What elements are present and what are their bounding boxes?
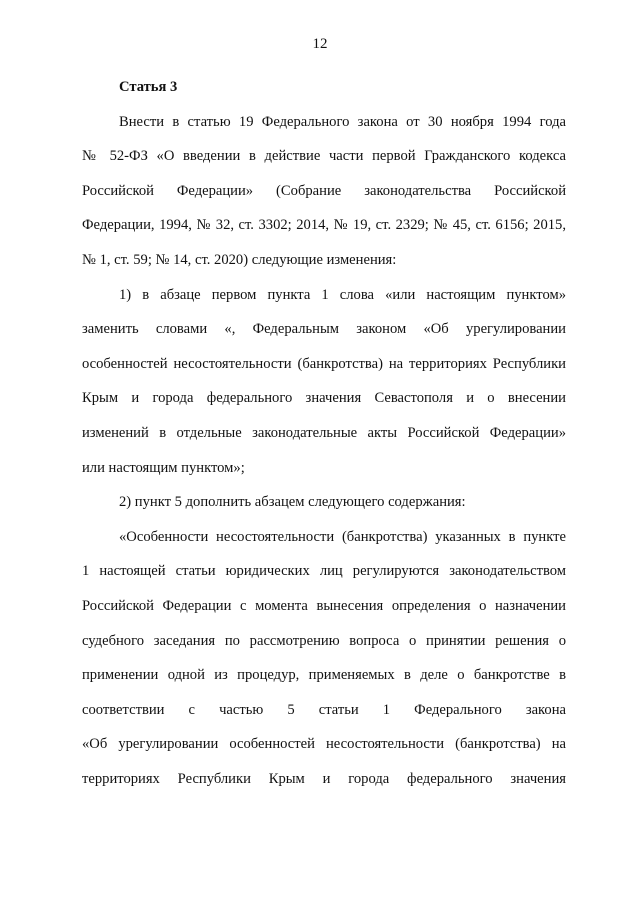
text-line: судебного заседания по рассмотрению вопроса о принятии решения о (82, 632, 566, 649)
document-body (82, 70, 566, 796)
text-line: или настоящим пунктом»; (82, 459, 245, 476)
text-line: № 52-ФЗ «О введении в действие части первой Гражданского кодекса (82, 148, 566, 165)
item-1-paragraph (82, 278, 566, 486)
text-line: применении одной из процедур, применяемых в деле о банкротстве в (82, 667, 566, 684)
text-line: 2) пункт 5 дополнить абзацем следующего содержания: (119, 494, 466, 511)
text-line: территориях Республики Крым и города федерального значения (82, 770, 566, 787)
text-line: изменений в отдельные законодательные акты Российской Федерации» (82, 424, 566, 441)
text-line: соответствии с частью 5 статьи 1 Федерального закона (82, 701, 566, 718)
text-line: Российской Федерации» (Собрание законодательства Российской (82, 182, 566, 199)
text-line: «Об урегулировании особенностей несостоятельности (банкротства) на (82, 736, 566, 753)
article-title: Статья 3 (119, 79, 178, 95)
quoted-paragraph (82, 520, 566, 797)
text-line: «Особенности несостоятельности (банкротства) указанных в пункте (119, 528, 566, 545)
item-2-paragraph (82, 485, 566, 520)
text-line: Российской Федерации с момента вынесения определения о назначении (82, 597, 566, 614)
text-line: Внести в статью 19 Федерального закона от 30 ноября 1994 года (119, 113, 566, 130)
text-line: заменить словами «, Федеральным законом «Об урегулировании (82, 321, 566, 338)
text-line: № 1, ст. 59; № 14, ст. 2020) следующие изменения: (82, 251, 397, 268)
intro-paragraph (82, 105, 566, 278)
text-line: 1 настоящей статьи юридических лиц регулируются законодательством (82, 563, 566, 580)
text-line: Федерации, 1994, № 32, ст. 3302; 2014, № 19, ст. 2329; № 45, ст. 6156; 2015, (82, 217, 566, 234)
text-line: Крым и города федерального значения Севастополя и о внесении (82, 390, 566, 407)
page-number: 12 (312, 36, 328, 52)
text-line: 1) в абзаце первом пункта 1 слова «или настоящим пунктом» (119, 286, 566, 303)
text-line: особенностей несостоятельности (банкротства) на территориях Республики (82, 355, 566, 372)
